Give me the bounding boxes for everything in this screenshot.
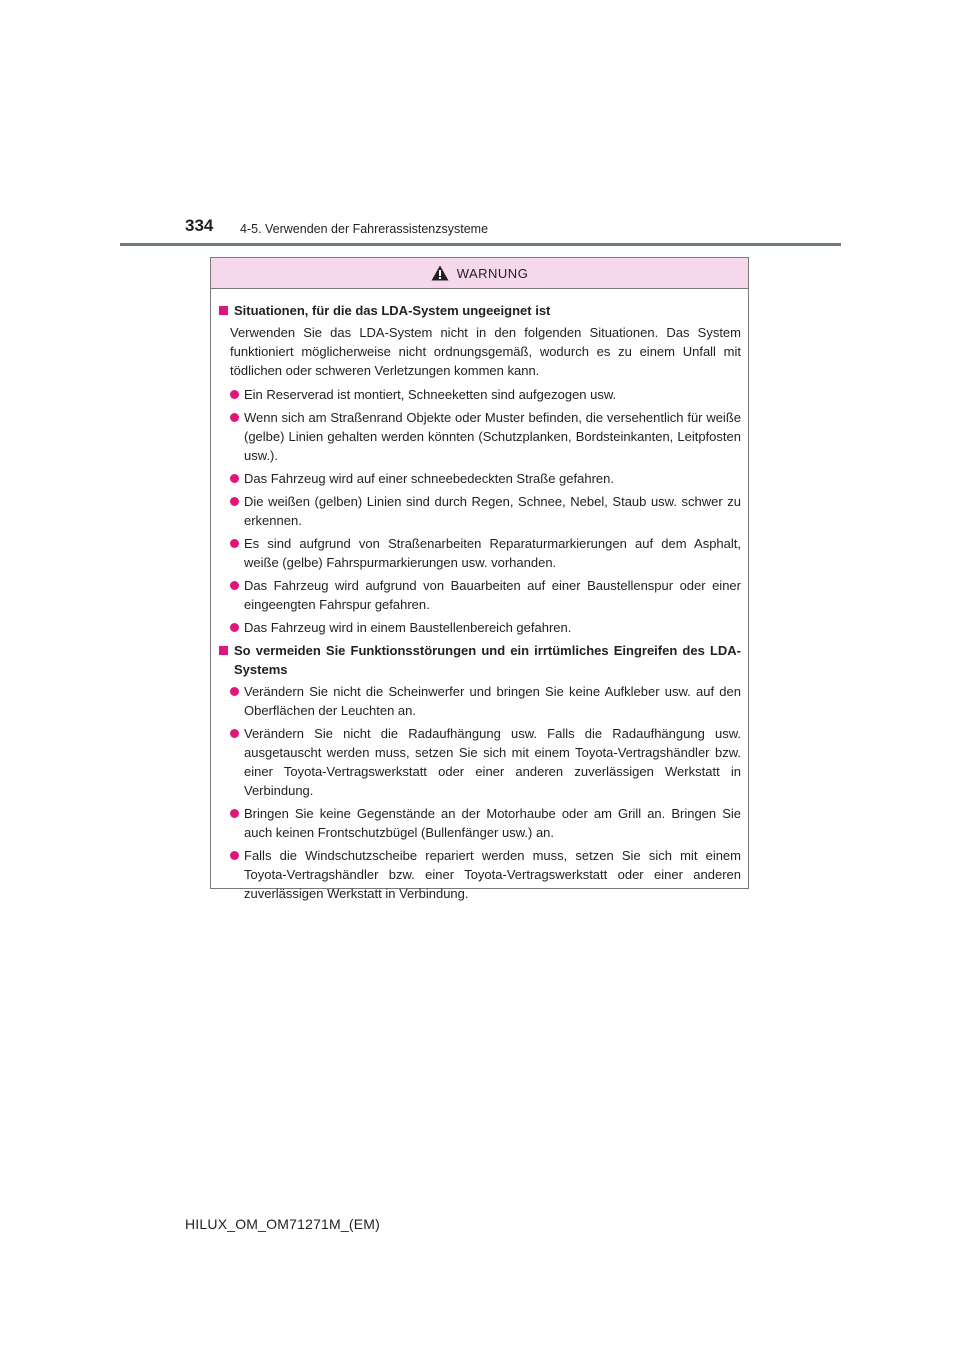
section-paragraph: Verwenden Sie das LDA-System nicht in den folgenden Situationen. Das System funktioniert möglicherweise nicht ordnungsgemäß, wodurch es zu einem Unfall mit tödlichen oder schweren Verletzungen kommen kann. xyxy=(230,325,741,378)
list-item xyxy=(230,534,741,572)
section-heading-text: Situationen, für die das LDA-System ungeeignet ist xyxy=(234,303,551,318)
round-bullet-icon xyxy=(230,851,239,860)
header-rule xyxy=(120,243,841,246)
list-item xyxy=(230,469,741,488)
round-bullet-icon xyxy=(230,539,239,548)
list-item-text: Es sind aufgrund von Straßenarbeiten Reparaturmarkierungen auf dem Asphalt, weiße (gelbe) Fahrspurmarkierungen usw. vorhanden. xyxy=(244,536,741,570)
warning-box xyxy=(210,257,749,901)
list-item xyxy=(230,385,741,404)
round-bullet-icon xyxy=(230,809,239,818)
round-bullet-icon xyxy=(230,729,239,738)
square-bullet-icon xyxy=(219,306,228,315)
list-item xyxy=(230,576,741,614)
list-item-text: Falls die Windschutzscheibe repariert werden muss, setzen Sie sich mit einem Toyota-Vertragshändler bzw. einer Toyota-Vertragswerkstatt oder einer anderen zuverlässigen Werkstatt in Verbindung. xyxy=(244,848,741,901)
page-number: 334 xyxy=(185,216,214,235)
section-heading xyxy=(218,301,741,320)
round-bullet-icon xyxy=(230,687,239,696)
list-item-text: Das Fahrzeug wird aufgrund von Bauarbeiten auf einer Baustellenspur oder einer eingeengten Fahrspur gefahren. xyxy=(244,578,741,612)
section-title: 4-5. Verwenden der Fahrerassistenzsysteme xyxy=(240,222,489,236)
list-item-text: Verändern Sie nicht die Radaufhängung usw. Falls die Radaufhängung usw. ausgetauscht werden muss, setzen Sie sich mit einem Toyota-Vertragshändler bzw. einer Toyota-Vertragswerkstatt oder einer anderen zuverlässigen Werkstatt in Verbindung. xyxy=(244,726,741,798)
list-item-text: Bringen Sie keine Gegenstände an der Motorhaube oder am Grill an. Bringen Sie auch keinen Frontschutzbügel (Bullenfänger usw.) an. xyxy=(244,806,741,840)
list-item xyxy=(230,846,741,903)
list-item xyxy=(230,618,741,637)
section-heading-text: So vermeiden Sie Funktionsstörungen und ein irrtümliches Eingreifen des LDA-Systems xyxy=(234,643,741,677)
list-item xyxy=(230,492,741,530)
round-bullet-icon xyxy=(230,390,239,399)
list-item xyxy=(230,682,741,720)
list-item xyxy=(230,408,741,465)
round-bullet-icon xyxy=(230,474,239,483)
warning-triangle-icon xyxy=(431,265,449,281)
round-bullet-icon xyxy=(230,413,239,422)
list-item-text: Ein Reserverad ist montiert, Schneeketten sind aufgezogen usw. xyxy=(244,387,617,402)
list-item-text: Verändern Sie nicht die Scheinwerfer und bringen Sie keine Aufkleber usw. auf den Oberflächen der Leuchten an. xyxy=(244,684,741,718)
list-item xyxy=(230,724,741,800)
round-bullet-icon xyxy=(230,581,239,590)
round-bullet-icon xyxy=(230,497,239,506)
square-bullet-icon xyxy=(219,646,228,655)
list-item xyxy=(230,804,741,842)
warning-header xyxy=(211,258,748,289)
list-item-text: Das Fahrzeug wird in einem Baustellenbereich gefahren. xyxy=(244,620,572,635)
warning-title: WARNUNG xyxy=(456,265,529,281)
round-bullet-icon xyxy=(230,623,239,632)
list-item-text: Die weißen (gelben) Linien sind durch Regen, Schnee, Nebel, Staub usw. schwer zu erkennen. xyxy=(244,494,741,528)
document-code: HILUX_OM_OM71271M_(EM) xyxy=(185,1216,381,1232)
list-item-text: Wenn sich am Straßenrand Objekte oder Muster befinden, die versehentlich für weiße (gelbe) Linien gehalten werden könnten (Schutzplanken, Bordsteinkanten, Leitpfosten usw.). xyxy=(244,410,741,463)
warning-body xyxy=(211,289,748,903)
section-heading xyxy=(218,641,741,679)
list-item-text: Das Fahrzeug wird auf einer schneebedeckten Straße gefahren. xyxy=(244,471,614,486)
